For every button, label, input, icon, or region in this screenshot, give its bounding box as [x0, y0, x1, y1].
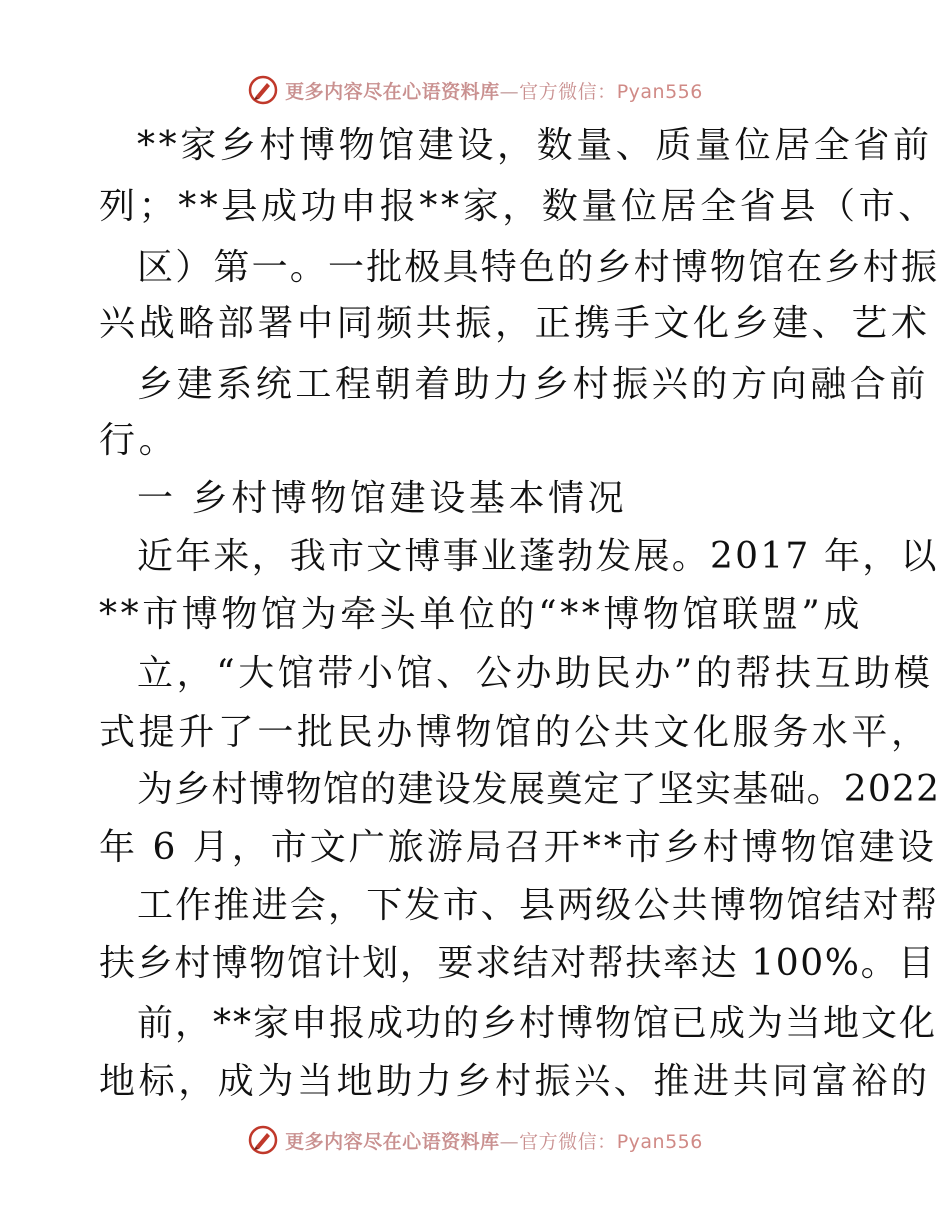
body-line: 近年来，我市文博事业蓬勃发展。2017 年，以 — [137, 536, 939, 577]
body-line: 地标，成为当地助力乡村振兴、推进共同富裕的 — [99, 1061, 931, 1102]
body-line: 式提升了一批民办博物馆的公共文化服务水平， — [99, 712, 931, 753]
body-line: 前，**家申报成功的乡村博物馆已成为当地文化 — [137, 1003, 938, 1044]
body-line: 为乡村博物馆的建设发展奠定了坚实基础。2022 — [137, 769, 941, 810]
watermark-brand: 更多内容尽在心语资料库 — [285, 1130, 500, 1153]
body-line: **家乡村博物馆建设，数量、质量位居全省前 — [137, 125, 933, 166]
watermark-label: 官方微信： — [519, 1130, 617, 1153]
header-watermark — [0, 70, 950, 110]
body-line: 区）第一。一批极具特色的乡村博物馆在乡村振 — [137, 247, 940, 288]
watermark-brand: 更多内容尽在心语资料库 — [285, 80, 500, 103]
watermark-account: Pyan556 — [616, 1130, 703, 1153]
pen-logo-icon — [247, 1124, 279, 1156]
body-line: 立，“大馆带小馆、公办助民办”的帮扶互助模 — [137, 653, 934, 694]
body-line: 年 6 月，市文广旅游局召开**市乡村博物馆建设 — [99, 827, 937, 868]
body-line: 乡建系统工程朝着助力乡村振兴的方向融合前 — [137, 364, 930, 405]
pen-logo-icon — [247, 74, 279, 106]
body-line: **市博物馆为牵头单位的“**博物馆联盟”成 — [99, 594, 864, 635]
body-line: 扶乡村博物馆计划，要求结对帮扶率达 100%。目 — [99, 943, 936, 984]
watermark-account: Pyan556 — [616, 80, 703, 103]
watermark-separator: — — [499, 1130, 520, 1153]
body-line: 兴战略部署中同频共振，正携手文化乡建、艺术 — [99, 303, 931, 344]
body-line: 工作推进会，下发市、县两级公共博物馆结对帮 — [137, 885, 940, 926]
body-line: 行。 — [99, 420, 179, 461]
watermark-text — [285, 77, 703, 104]
section-heading: 一 乡村博物馆建设基本情况 — [137, 478, 628, 519]
watermark-text — [285, 1127, 703, 1154]
footer-watermark — [0, 1120, 950, 1160]
watermark-separator: — — [499, 80, 520, 103]
body-line: 列；**县成功申报**家，数量位居全省县（市、 — [99, 186, 938, 227]
watermark-label: 官方微信： — [519, 80, 617, 103]
